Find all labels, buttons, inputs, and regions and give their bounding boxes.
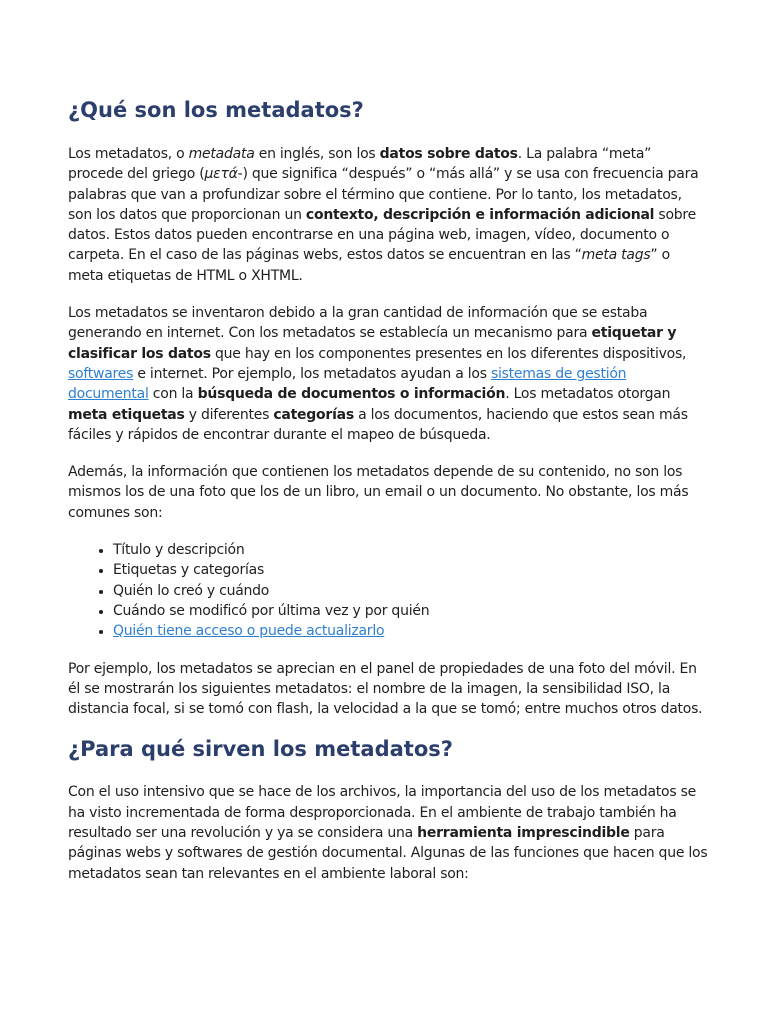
italic-term: meta tags	[581, 247, 651, 264]
list-item	[113, 621, 708, 641]
metadata-list	[68, 540, 708, 641]
text-run: en inglés, son los	[254, 146, 380, 162]
text-run: . Los metadatos otorgan	[505, 386, 671, 403]
article-body	[68, 96, 708, 884]
text-run: sobre datos. Estos datos pueden encontrarse en una página web, imagen, vídeo, documento o carpeta. En el caso de las páginas webs, estos datos se encuentran en las “	[68, 206, 696, 264]
text-run: e internet. Por ejemplo, los metadatos ayudan a los	[133, 365, 491, 382]
text-run: Con el uso intensivo que se hace de los archivos, la importancia del uso de los metadatos se ha visto incrementada de forma desproporcionada. En el ambiente de trabajo también ha resultado ser una revolución y ya se considera una	[68, 784, 696, 842]
bold-term: herramienta imprescindible	[417, 825, 630, 842]
bold-term: contexto, descripción e información adicional	[305, 206, 655, 223]
paragraph-common-metadata: Además, la información que contienen los metadatos depende de su contenido, no son los mismos los de una foto que los de un libro, un email o un documento. No obstante, los más comunes son:	[68, 464, 689, 521]
bold-term: categorías	[273, 406, 354, 423]
paragraph-usage	[68, 782, 708, 883]
paragraph-origin	[68, 303, 708, 445]
link-sistemas-gestion-documental[interactable]: sistemas de gestión documental	[68, 365, 627, 403]
text-run: Los metadatos se inventaron debido a la gran cantidad de información que se estaba generando en internet. Con los metadatos se establecía un mecanismo para	[68, 305, 648, 342]
bold-term: meta etiquetas	[68, 406, 185, 423]
paragraph-definition	[68, 144, 708, 286]
list-item: • Cuándo se modificó por última vez y por quién	[113, 601, 708, 621]
text-run: a los documentos, haciendo que estos sean más fáciles y rápidos de encontrar durante el mapeo de búsqueda.	[68, 406, 688, 443]
paragraph-photo-example: Por ejemplo, los metadatos se aprecian en el panel de propiedades de una foto del móvil. En él se mostrarán los siguientes metadatos: el nombre de la imagen, la sensibilidad ISO, la distancia focal, si se tomó con flash, la velocidad a la que se tomó; entre muchos otros datos.	[68, 660, 703, 718]
text-run: Los metadatos, o	[68, 146, 189, 162]
bold-term: búsqueda de documentos o información	[197, 386, 506, 403]
bold-term: datos sobre datos	[379, 146, 518, 162]
text-run: ” o meta etiquetas de HTML o XHTML.	[68, 247, 670, 284]
list-item: • Etiquetas y categorías	[113, 560, 708, 580]
text-run: y diferentes	[184, 406, 274, 423]
link-softwares[interactable]: softwares	[68, 365, 134, 382]
bold-term: etiquetar y clasificar los datos	[68, 325, 677, 362]
italic-term: μετά	[204, 166, 238, 183]
list-item: • Título y descripción	[113, 540, 708, 560]
text-run: -) que significa “después” o “más allá” y se usa con frecuencia para palabras que van a profundizar sobre el término que contiene. Por lo tanto, los metadatos, son los datos que proporcionan un	[68, 166, 699, 223]
list-item: • Quién lo creó y cuándo	[113, 581, 708, 601]
section-heading-para-que-sirven: ¿Para qué sirven los metadatos?	[68, 737, 453, 762]
text-run: . La palabra “meta” procede del griego (	[68, 146, 652, 183]
link-quien-tiene-acceso[interactable]: Quién tiene acceso o puede actualizarlo	[113, 623, 385, 640]
text-run: para páginas webs y softwares de gestión documental. Algunas de las funciones que hacen que los metadatos sean tan relevantes en el ambiente laboral son:	[68, 825, 708, 882]
italic-term: metadata	[188, 146, 255, 162]
section-heading-que-son: ¿Qué son los metadatos?	[68, 98, 364, 122]
text-run: que hay en los componentes presentes en los diferentes dispositivos,	[210, 345, 687, 362]
text-run: con la	[148, 386, 198, 403]
